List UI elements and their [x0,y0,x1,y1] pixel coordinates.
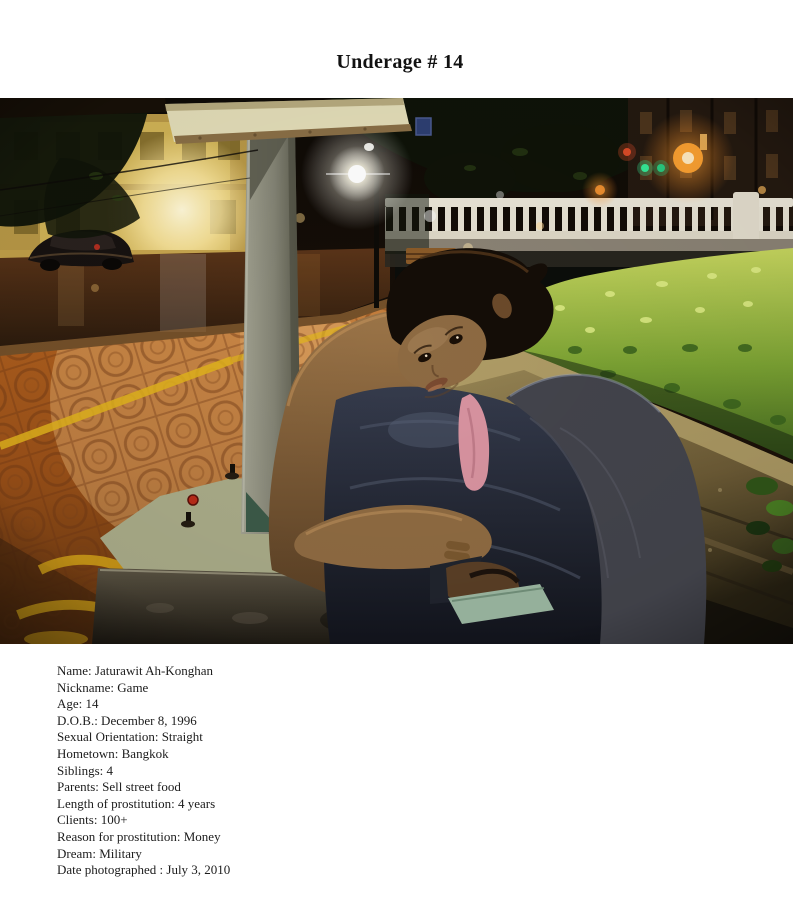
photo-caption [57,663,230,879]
caption-line: Date photographed : July 3, 2010 [57,862,231,878]
caption-line: Length of prostitution: 4 years [57,795,216,811]
caption-line: D.O.B.: December 8, 1996 [57,712,197,728]
caption-line: Siblings: 4 [57,762,113,778]
caption-line: Reason for prostitution: Money [57,828,221,844]
vignette [0,98,793,644]
caption-line: Age: 14 [57,696,99,712]
caption-line: Dream: Military [57,845,142,861]
photo-illustration [0,98,793,644]
caption-line: Nickname: Game [57,679,149,695]
caption-line: Clients: 100+ [57,812,128,828]
page-title: Underage # 14 [336,51,464,73]
caption-line: Parents: Sell street food [57,779,181,795]
caption-line: Hometown: Bangkok [57,745,169,761]
photograph [0,98,793,644]
caption-line: Sexual Orientation: Straight [57,729,203,745]
caption-line: Name: Jaturawit Ah-Konghan [57,663,213,678]
